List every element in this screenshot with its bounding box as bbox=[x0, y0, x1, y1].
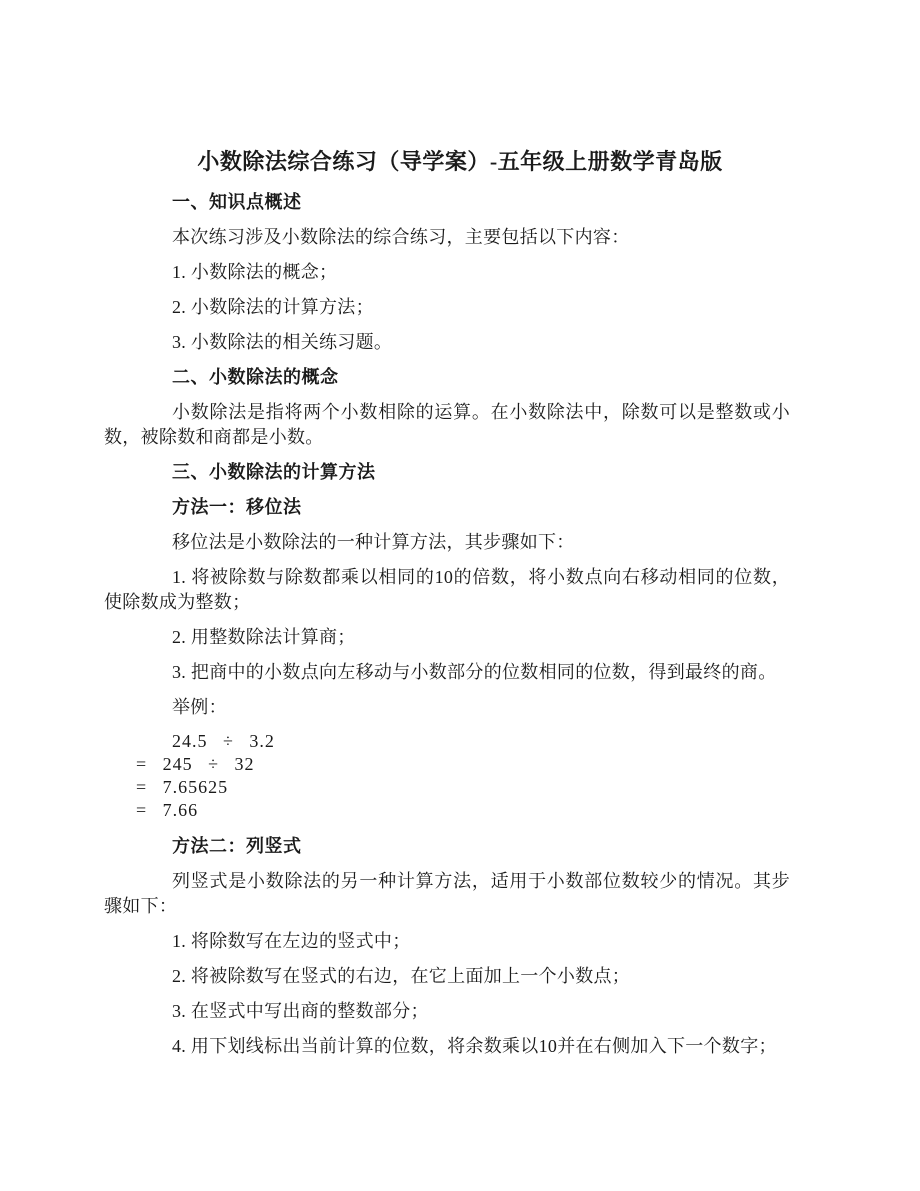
equation-step-3: = 7.66 bbox=[136, 800, 199, 820]
paragraph-example-label: 举例： bbox=[172, 697, 227, 717]
list-item-method2-step-1: 1. 将除数写在左边的竖式中； bbox=[172, 931, 411, 951]
paragraph-method2-intro: 列竖式是小数除法的另一种计算方法，适用于小数部位数较少的情况。其步骤如下： bbox=[104, 871, 790, 916]
heading-method2-vertical: 方法二：列竖式 bbox=[172, 836, 302, 856]
heading-method1-shift: 方法一：移位法 bbox=[172, 497, 302, 517]
list-item-method1-step-1: 1. 将被除数与除数都乘以相同的10的倍数，将小数点向右移动相同的位数，使除数成为整数； bbox=[104, 567, 790, 612]
list-item-method2-step-3: 3. 在竖式中写出商的整数部分； bbox=[172, 1001, 429, 1021]
document-title: 小数除法综合练习（导学案）-五年级上册数学青岛版 bbox=[197, 149, 723, 174]
list-item-overview-2: 2. 小数除法的计算方法； bbox=[172, 297, 374, 317]
list-item-overview-1: 1. 小数除法的概念； bbox=[172, 262, 338, 282]
heading-calculation-methods: 三、小数除法的计算方法 bbox=[172, 462, 376, 482]
list-item-method1-step-3: 3. 把商中的小数点向左移动与小数部分的位数相同的位数，得到最终的商。 bbox=[172, 662, 777, 682]
list-item-method2-step-2: 2. 将被除数写在竖式的右边，在它上面加上一个小数点； bbox=[172, 966, 631, 986]
heading-knowledge-overview: 一、知识点概述 bbox=[172, 192, 302, 212]
paragraph-concept-body: 小数除法是指将两个小数相除的运算。在小数除法中，除数可以是整数或小数，被除数和商都是小数。 bbox=[104, 402, 790, 447]
paragraph-method1-intro: 移位法是小数除法的一种计算方法，其步骤如下： bbox=[172, 532, 575, 552]
list-item-method2-step-4: 4. 用下划线标出当前计算的位数，将余数乘以10并在右侧加入下一个数字； bbox=[172, 1036, 777, 1056]
example-equation-block bbox=[104, 730, 790, 822]
paragraph-overview-intro: 本次练习涉及小数除法的综合练习，主要包括以下内容： bbox=[172, 227, 630, 247]
heading-concept: 二、小数除法的概念 bbox=[172, 367, 339, 387]
list-item-method1-step-2: 2. 用整数除法计算商； bbox=[172, 627, 356, 647]
equation-step-1: = 245 ÷ 32 bbox=[136, 754, 255, 774]
equation-expression: 24.5 ÷ 3.2 bbox=[172, 731, 275, 751]
equation-step-2: = 7.65625 bbox=[136, 777, 229, 797]
list-item-overview-3: 3. 小数除法的相关练习题。 bbox=[172, 332, 393, 352]
